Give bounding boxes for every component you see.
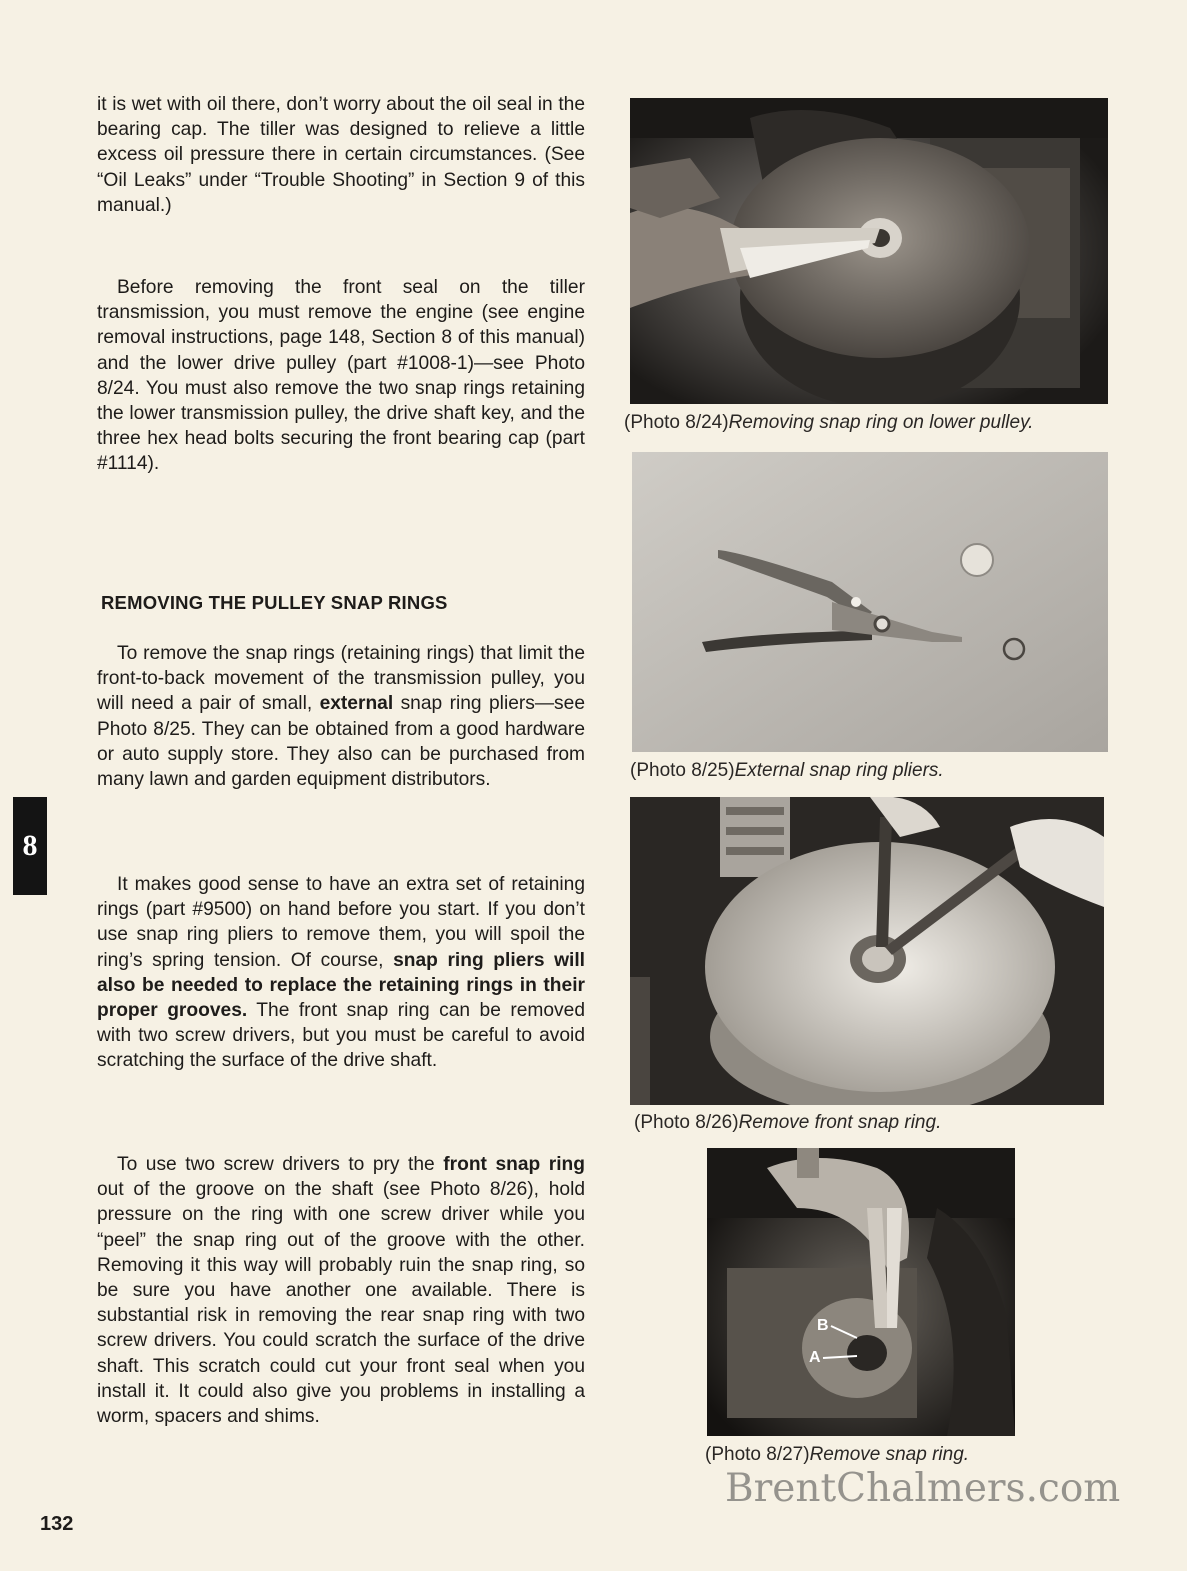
paragraph-snap-ring-pliers: To remove the snap rings (retaining rings) that limit the front-to-back movement of the transmission pulley, you will need a pair of small, external snap ring pliers—see Photo 8/25. They can be obtained from a good hardware or auto supply store. They also can be purchased from many lawn and garden equipment distributors. [97,643,585,791]
photo-8-27-image [707,1148,1015,1436]
paragraph-retaining-rings: It makes good sense to have an extra set of retaining rings (part #9500) on hand before you start. If you don’t use snap ring pliers to remove them, you will spoil the ring’s spring tension. Of course, snap ring pliers will also be needed to replace the retaining rings in their proper grooves. The front snap ring can be removed with two screw drivers, but you must be careful to avoid scratching the surface of the drive shaft. [97,874,585,1072]
caption-photo-8-26: (Photo 8/26)Remove front snap ring. [634,1112,942,1133]
section-tab: 8 [13,797,47,895]
page-number: 132 [40,1513,74,1535]
photo-removing-snap-ring-lower-pulley [630,98,1108,404]
photo-remove-snap-ring [707,1148,1015,1436]
paragraph-front-seal-removal: Before removing the front seal on the tiller transmission, you must remove the engine (see engine removal instructions, page 148, Section 8 of this manual) and the lower drive pulley (part #1008-1)—see Photo 8/24. You must also remove the two snap rings retaining the lower transmission pulley, the drive shaft key, and the three hex head bolts securing the front bearing cap (part #1114). [97,277,585,475]
caption-photo-8-25: (Photo 8/25)External snap ring pliers. [630,760,944,781]
photo-8-25-image [632,452,1108,752]
paragraph-oil-seal: it is wet with oil there, don’t worry about the oil seal in the bearing cap. The tiller was designed to relieve a little excess oil pressure there in certain circumstances. (See “Oil Leaks” under “Trouble Shooting” in Section 9 of this manual.) [97,94,585,216]
photo-label-b: B [817,1317,829,1334]
photo-8-24-image [630,98,1108,404]
photo-8-26-image [630,797,1104,1105]
photo-remove-front-snap-ring [630,797,1104,1105]
caption-photo-8-27: (Photo 8/27)Remove snap ring. [705,1444,970,1465]
photo-external-snap-ring-pliers [632,452,1108,752]
paragraph-screw-driver-method: To use two screw drivers to pry the front snap ring out of the groove on the shaft (see Photo 8/26), hold pressure on the ring with one screw driver while you “peel” the snap ring out of the groove with the other. Removing it this way will probably ruin the snap ring, so be sure you have another one available. There is substantial risk in removing the rear snap ring with two screw drivers. You could scratch the surface of the drive shaft. This scratch could cut your front seal when you install it. It could also give you problems in installing a worm, spacers and shims. [97,1154,586,1428]
section-heading: REMOVING THE PULLEY SNAP RINGS [101,592,448,613]
watermark: BrentChalmers.com [725,1466,1121,1511]
photo-label-a: A [809,1349,821,1366]
caption-photo-8-24: (Photo 8/24)Removing snap ring on lower pulley. [624,412,1034,433]
